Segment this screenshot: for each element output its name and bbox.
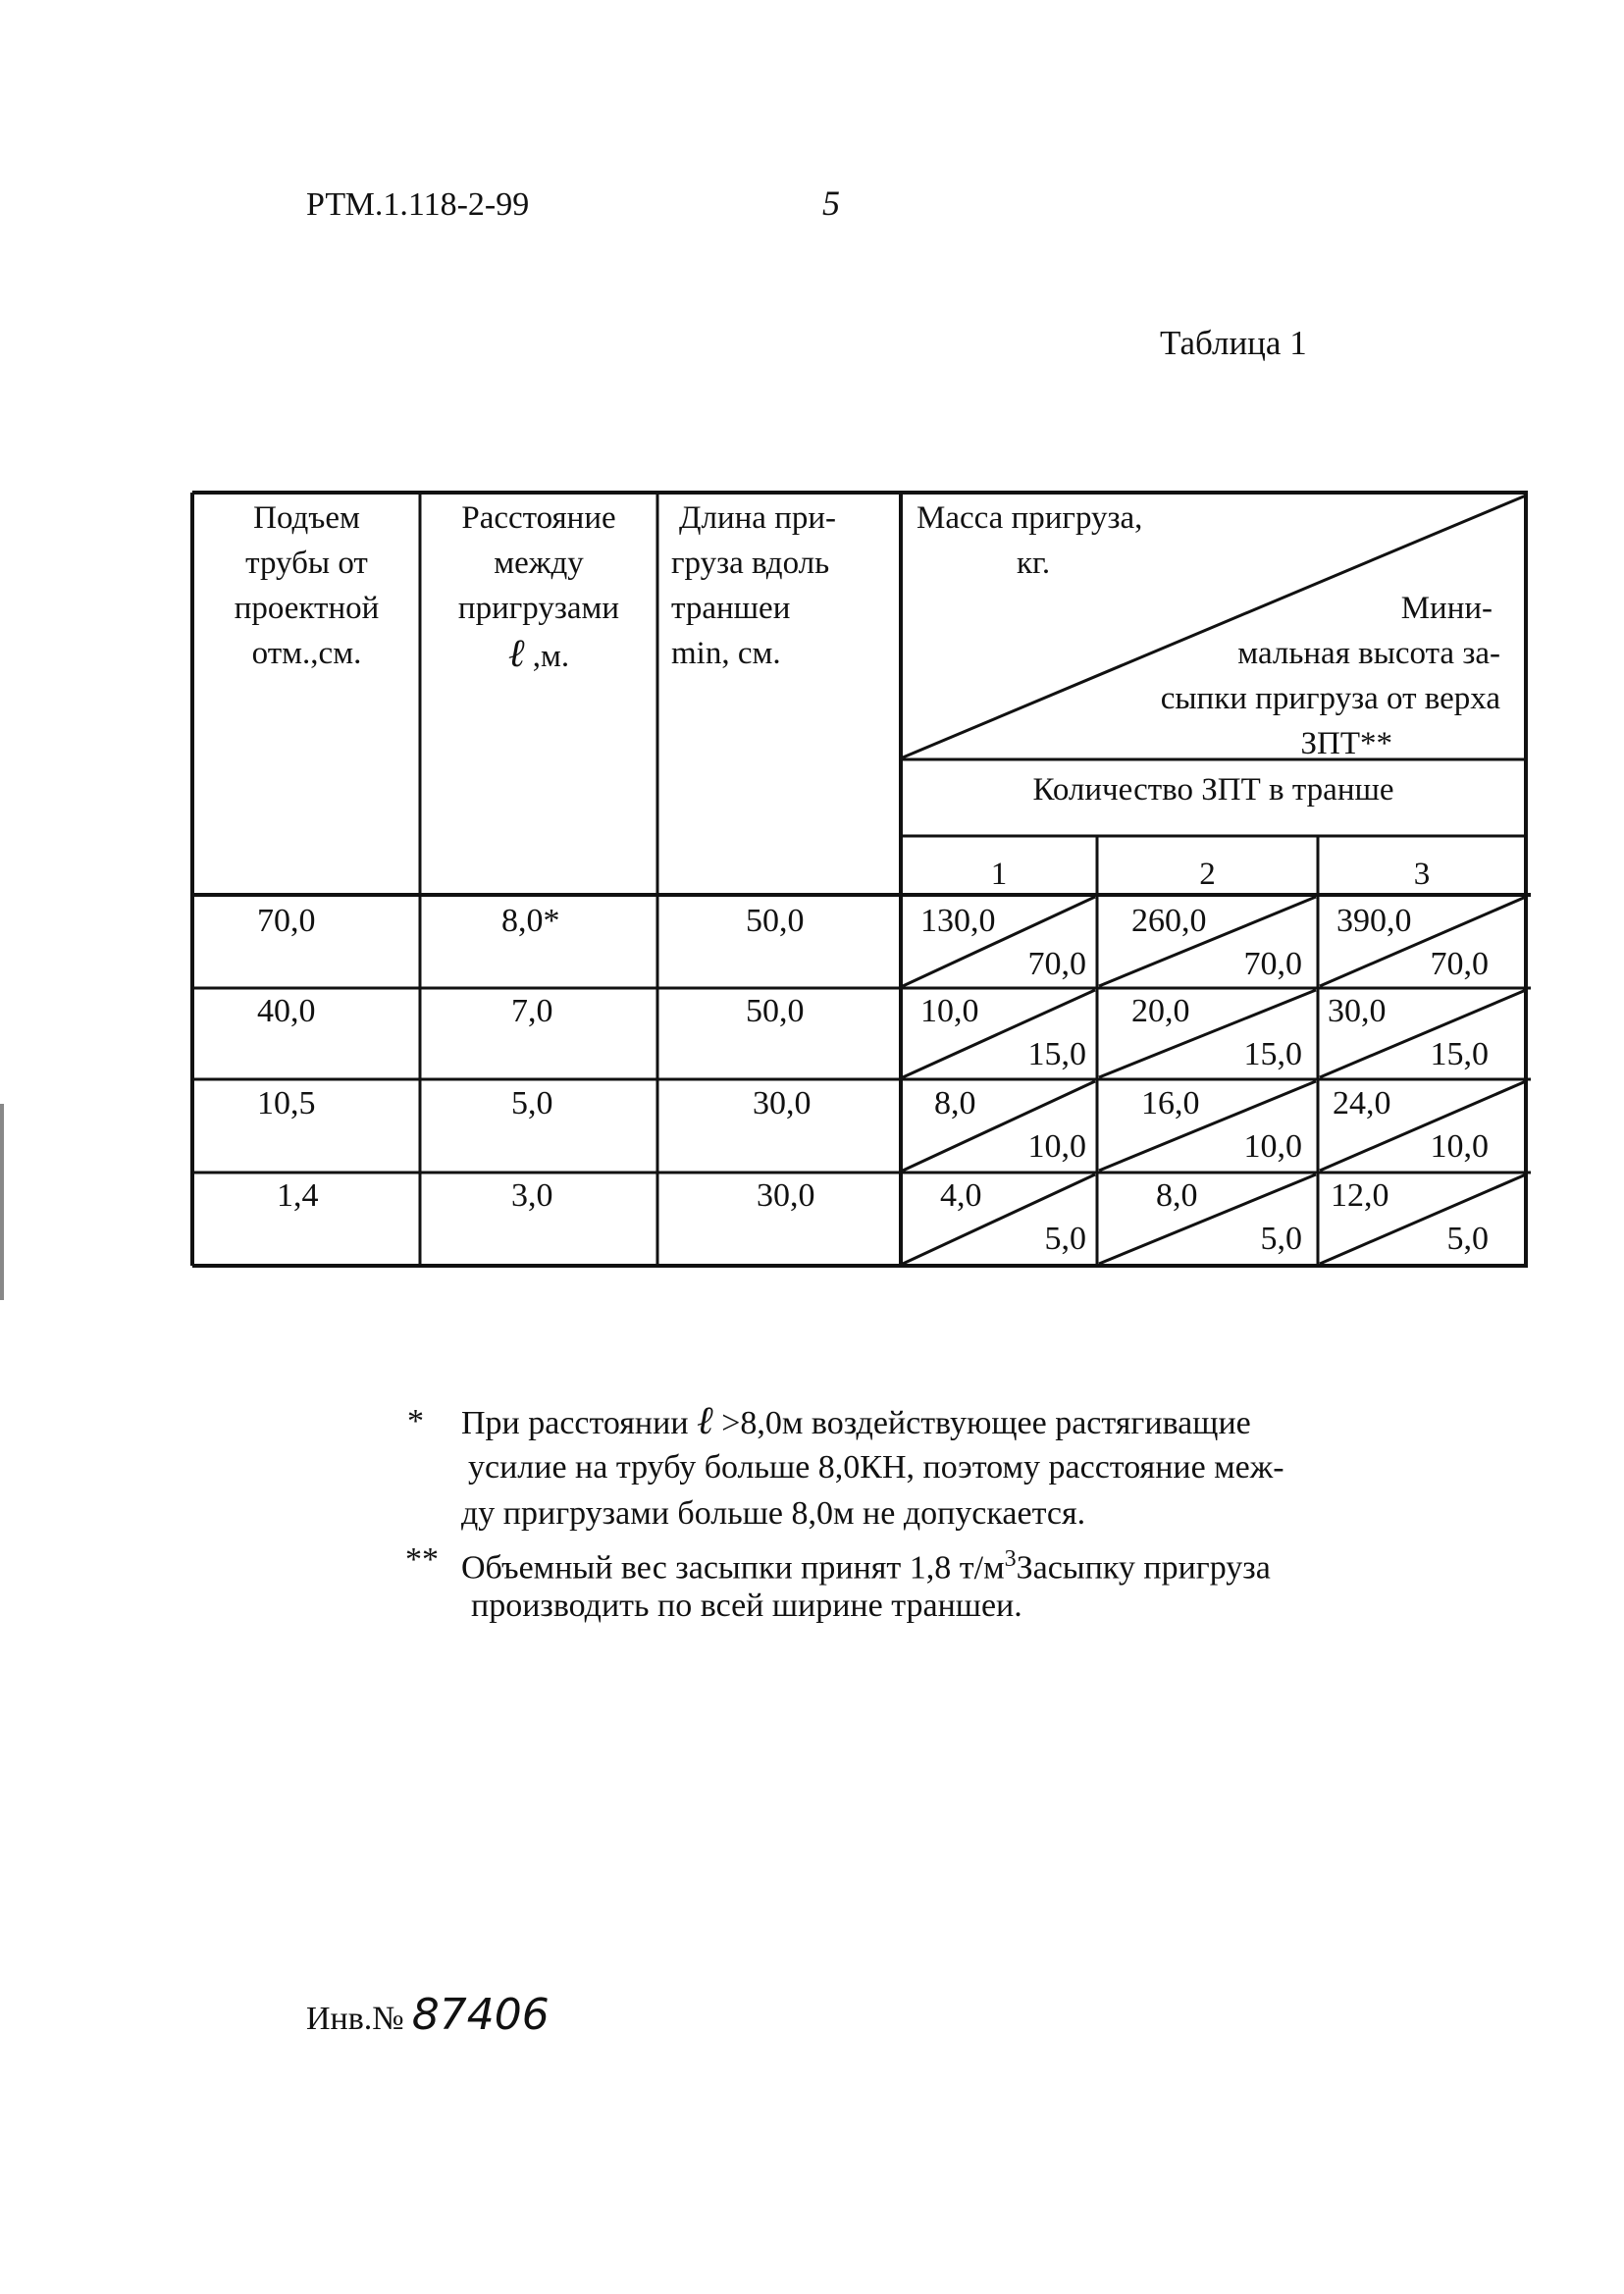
cell-length: 30,0 [757, 1177, 815, 1214]
cell-height: 70,0 [1243, 946, 1302, 982]
count-col-3: 3 [1413, 857, 1431, 892]
col-header-count: Количество ЗПТ в транше [1032, 772, 1394, 808]
cell-mass: 10,0 [920, 993, 979, 1029]
cell-height: 5,0 [1446, 1221, 1489, 1257]
ell-symbol: ℓ [507, 631, 525, 676]
cell-mass: 4,0 [940, 1177, 982, 1214]
col-header-length-line: min, см. [671, 636, 781, 671]
cell-height: 10,0 [1430, 1128, 1489, 1165]
cell-height: 70,0 [1027, 946, 1086, 982]
cell-mass: 390,0 [1336, 903, 1412, 939]
cell-distance: 5,0 [511, 1085, 553, 1121]
footnote-1-line: усилие на трубу больше 8,0КН, поэтому расстояние меж- [468, 1449, 1284, 1486]
inventory-handwritten-number: 87406 [411, 1990, 550, 2040]
count-col-2: 2 [1199, 857, 1216, 892]
col-header-lift-line: проектной [234, 591, 380, 626]
col-header-length-line: траншеи [671, 591, 791, 626]
col-header-mass-line: кг. [1017, 546, 1051, 581]
cell-height: 15,0 [1243, 1036, 1302, 1072]
col-header-distance-line: Расстояние [461, 500, 616, 536]
cell-height: 15,0 [1430, 1036, 1489, 1072]
col-header-lift-line: отм.,см. [251, 636, 362, 671]
col-header-height [1161, 586, 1500, 766]
cell-height: 5,0 [1260, 1221, 1302, 1257]
cell-mass: 16,0 [1141, 1085, 1200, 1121]
col-header-distance-line: между [494, 546, 584, 581]
superscript-3: 3 [1004, 1546, 1017, 1572]
col-header-distance-unit-line [422, 631, 655, 679]
footnote-1-line: ду пригрузами больше 8,0м не допускается. [461, 1495, 1086, 1532]
inventory-number [306, 1990, 550, 2040]
cell-lift: 1,4 [277, 1177, 319, 1214]
col-header-lift [196, 495, 417, 676]
footnote-2-line: производить по всей ширине траншеи. [471, 1588, 1022, 1624]
col-header-height-line: сыпки пригруза от верха [1160, 681, 1500, 716]
col-header-mass-line: Масса пригруза, [917, 500, 1143, 536]
col-header-length-line: груза вдоль [671, 546, 830, 581]
footnote-2-marker: ** [405, 1541, 439, 1578]
cell-distance: 8,0* [501, 903, 560, 939]
scan-margin-mark [0, 1104, 4, 1300]
footnote-2-text: Объемный вес засыпки принят 1,8 т/м [461, 1549, 1005, 1587]
page-number: 5 [822, 183, 840, 223]
document-code: РТМ.1.118-2-99 [306, 186, 530, 223]
cell-distance: 3,0 [511, 1177, 553, 1214]
cell-length: 50,0 [746, 993, 805, 1029]
col-header-height-line: ЗПТ** [1300, 726, 1392, 761]
col-header-lift-line: Подъем [253, 500, 360, 536]
cell-mass: 8,0 [1156, 1177, 1198, 1214]
cell-mass: 30,0 [1328, 993, 1387, 1029]
cell-length: 30,0 [753, 1085, 812, 1121]
cell-mass: 260,0 [1131, 903, 1207, 939]
ell-symbol: ℓ [697, 1398, 713, 1443]
col-header-distance-line: пригрузами [457, 591, 620, 626]
cell-mass: 130,0 [920, 903, 996, 939]
cell-distance: 7,0 [511, 993, 553, 1029]
table-title: Таблица 1 [1160, 324, 1307, 362]
cell-height: 10,0 [1027, 1128, 1086, 1165]
cell-lift: 40,0 [257, 993, 316, 1029]
col-header-height-line: мальная высота за- [1237, 636, 1500, 671]
col-header-length [671, 495, 897, 676]
inventory-label: Инв.№ [306, 2001, 404, 2037]
footnote-2-text: Засыпку пригруза [1016, 1549, 1271, 1587]
col-header-distance [422, 495, 655, 679]
distance-unit: ,м. [532, 639, 570, 674]
cell-height: 15,0 [1027, 1036, 1086, 1072]
cell-height: 70,0 [1430, 946, 1489, 982]
cell-mass: 8,0 [934, 1085, 976, 1121]
count-col-1: 1 [990, 857, 1008, 892]
cell-mass: 12,0 [1331, 1177, 1389, 1214]
cell-length: 50,0 [746, 903, 805, 939]
cell-height: 10,0 [1243, 1128, 1302, 1165]
footnote-1-marker: * [407, 1403, 424, 1439]
footnote-1-text: >8,0м воздействующее растягиващие [721, 1405, 1251, 1441]
col-header-length-line: Длина при- [679, 500, 837, 536]
cell-lift: 10,5 [257, 1085, 316, 1121]
footnote-1-line [461, 1398, 1251, 1446]
col-header-lift-line: трубы от [245, 546, 368, 581]
cell-mass: 24,0 [1333, 1085, 1391, 1121]
cell-lift: 70,0 [257, 903, 316, 939]
cell-mass: 20,0 [1131, 993, 1190, 1029]
col-header-height-line: Мини- [1400, 591, 1493, 626]
col-header-mass [917, 495, 1142, 586]
cell-height: 5,0 [1044, 1221, 1086, 1257]
footnote-1-text: При расстоянии [461, 1405, 689, 1441]
